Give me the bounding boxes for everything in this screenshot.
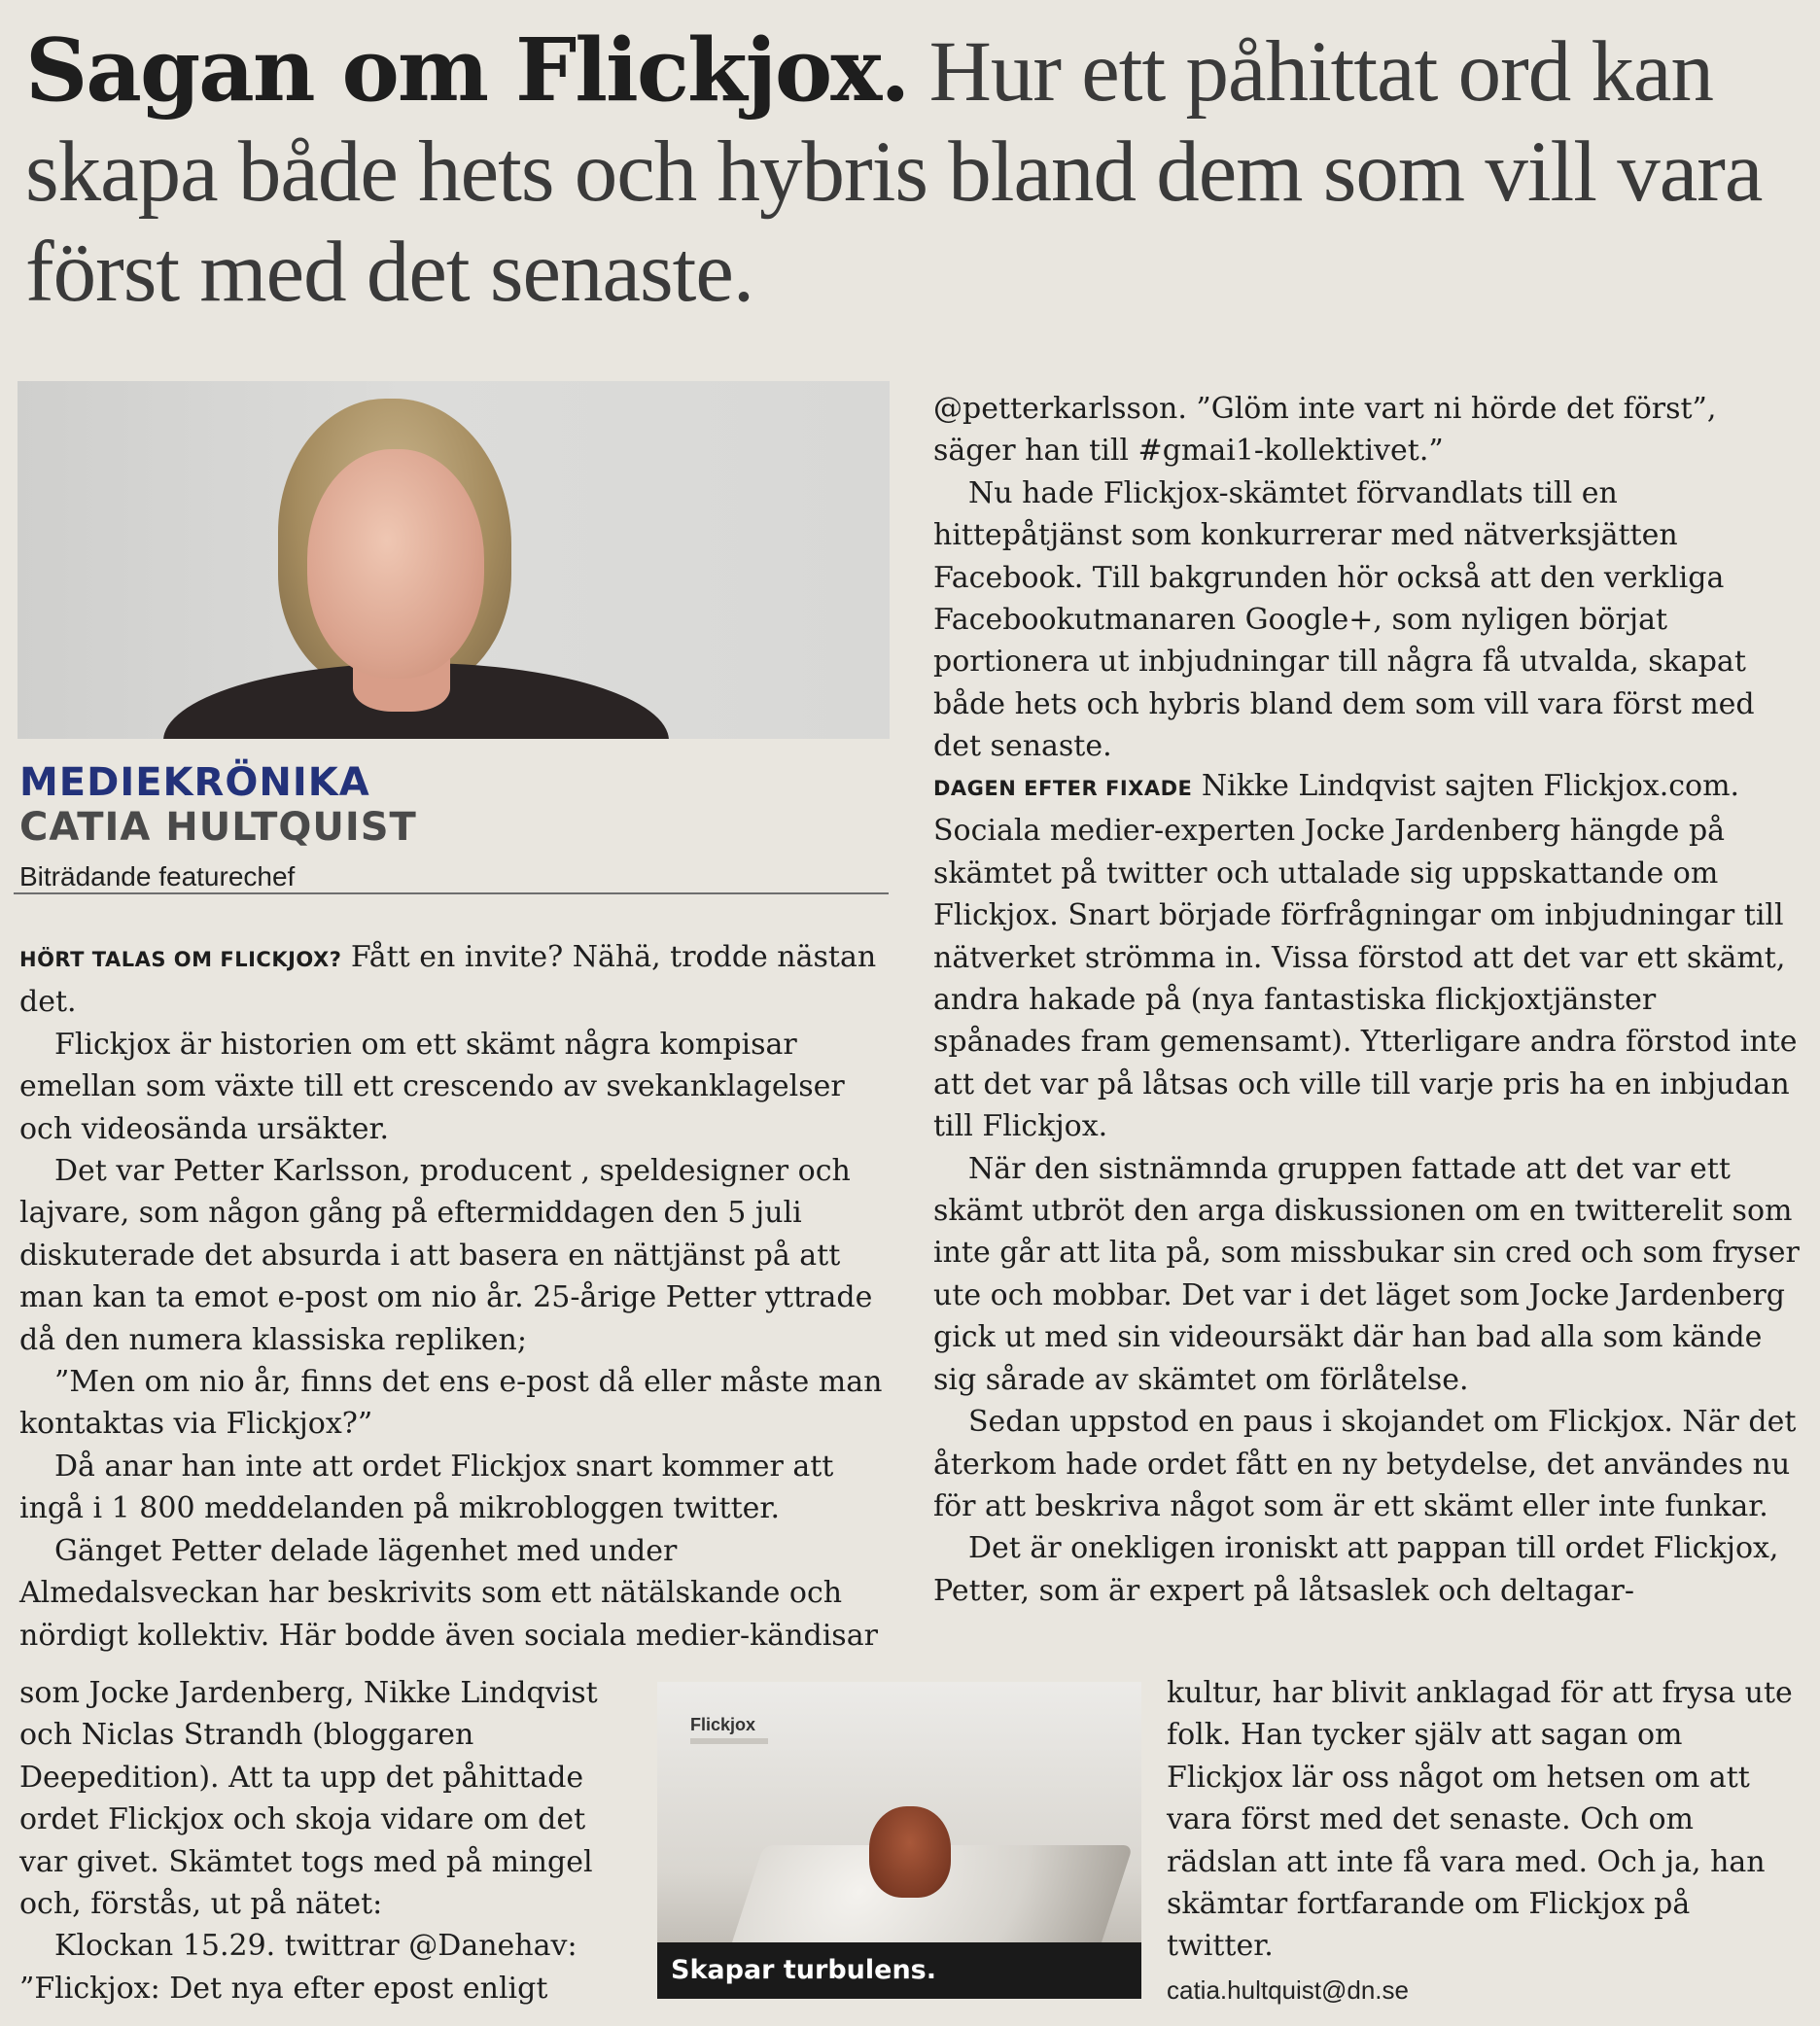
headline-kicker: Sagan om Flickjox. [25,18,909,121]
column-2-section [933,765,1801,1612]
paragraph: @petterkarlsson. ”Glöm inte vart ni hörde det först”, säger han till #gmai1-kollektivet.” [933,392,1717,469]
paragraph: Gänget Petter delade lägenhet med under Almedalsveckan har beskrivits som ett nätälskande och nördigt kollektiv. Här bodde även sociala medier-kändisar [19,1533,878,1653]
column-1-continued [19,1672,642,2009]
author-name: CATIA HULTQUIST [19,805,417,850]
lead-in: DAGEN EFTER FIXADE [933,777,1193,800]
article-figure [657,1682,1141,1999]
column-1 [19,936,887,1657]
author-photo [18,381,890,739]
lead-in: HÖRT TALAS OM FLICKJOX? [19,948,342,971]
figure-pinecone [869,1806,951,1898]
byline-divider [14,892,889,894]
paragraph: kultur, har blivit anklagad för att frysa ute folk. Han tycker själv att sagan om Flickjox lär oss något om hetsen om att vara först med det senaste. Och om rädslan att inte få vara med. Och ja, han skämtar fortfarande om Flickjox på twitter. [1167,1676,1793,1964]
headline [25,19,1804,323]
column-2-continued [1167,1672,1801,1968]
paragraph: Sedan uppstod en paus i skojandet om Flickjox. När det återkom hade ordet fått en ny betydelse, det användes nu för att beskriva något som är ett skämt eller inte funkar. [933,1405,1797,1523]
paragraph: Nu hade Flickjox-skämtet förvandlats till en hittepåtjänst som konkurrerar med nätverksjätten Facebook. Till bakgrunden hör också att den verkliga Facebookutmanaren Google+, som nyligen börjat portionera ut inbjudningar till några få utvalda, skapat både hets och hybris bland dem som vill vara först med det senaste. [933,475,1755,764]
paragraph: ”Men om nio år, finns det ens e-post då eller måste man kontaktas via Flickjox?” [19,1365,883,1442]
figure-screen-title: Flickjox [690,1715,756,1734]
paragraph: som Jocke Jardenberg, Nikke Lindqvist och Niclas Strandh (bloggaren Deepedition). Att ta upp det påhittade ordet Flickjox och skoja vidare om det var givet. Skämtet togs med på mingel och, förstås, ut på nätet: [19,1676,598,1922]
headline-text: Hur ett påhittat ord kan skapa både hets och hybris bland dem som vill vara först med det senaste. [25,24,1763,320]
paragraph: Då anar han inte att ordet Flickjox snart kommer att ingå i 1 800 meddelanden på mikrobloggen twitter. [19,1449,834,1526]
paragraph: HÖRT TALAS OM FLICKJOX? Fått en invite? Nähä, trodde nästan det. [19,940,877,1020]
paragraph: Klockan 15.29. twittrar @Danehav: ”Flickjox: Det nya efter epost enligt [19,1929,578,2006]
photo-face [307,449,484,679]
paragraph: När den sistnämnda gruppen fattade att det var ett skämt utbröt den arga diskussionen om en twitterelit som inte går att lita på, som missbukar sin cred och som fryser ute och mobbar. Det var i det läget som Jocke Jardenberg gick ut med sin videoursäkt där han bad alla som kände sig sårade av skämtet om förlåtelse. [933,1151,1800,1397]
paragraph: Det är onekligen ironiskt att pappan till ordet Flickjox, Petter, som är expert på låtsaslek och deltagar- [933,1531,1779,1608]
paragraph: Flickjox är historien om ett skämt några kompisar emellan som växte till ett crescendo av svekanklagelser och videosända ursäkter. [19,1027,845,1146]
paragraph: DAGEN EFTER FIXADE Nikke Lindqvist sajten Flickjox.com. Sociala medier-experten Jocke Jardenberg hängde på skämtet på twitter och uttalade sig uppskattande om Flickjox. Snart började förfrågningar om inbjudningar till nätverket strömma in. Vissa förstod att det var ett skämt, andra hakade på (nya fantastiska flickjoxtjänster spånades fram gemensamt). Ytterligare andra förstod inte att det var på låtsas och ville till varje pris ha en inbjudan till Flickjox. [933,769,1798,1144]
figure-screen-subtitle-bar [690,1738,768,1744]
paragraph: Det var Petter Karlsson, producent , speldesigner och lajvare, som någon gång på eftermiddagen den 5 juli diskuterade det absurda i att basera en nättjänst på att man kan ta emot e-post om nio år. 25-årige Petter yttrade då den numera klassiska repliken; [19,1154,873,1357]
column-rubric: MEDIEKRÖNIKA [19,760,370,805]
figure-caption: Skapar turbulens. [657,1942,1141,1999]
author-role: Biträdande featurechef [19,861,296,891]
column-2 [933,388,1801,768]
author-email: catia.hultquist@dn.se [1167,1975,1409,2005]
